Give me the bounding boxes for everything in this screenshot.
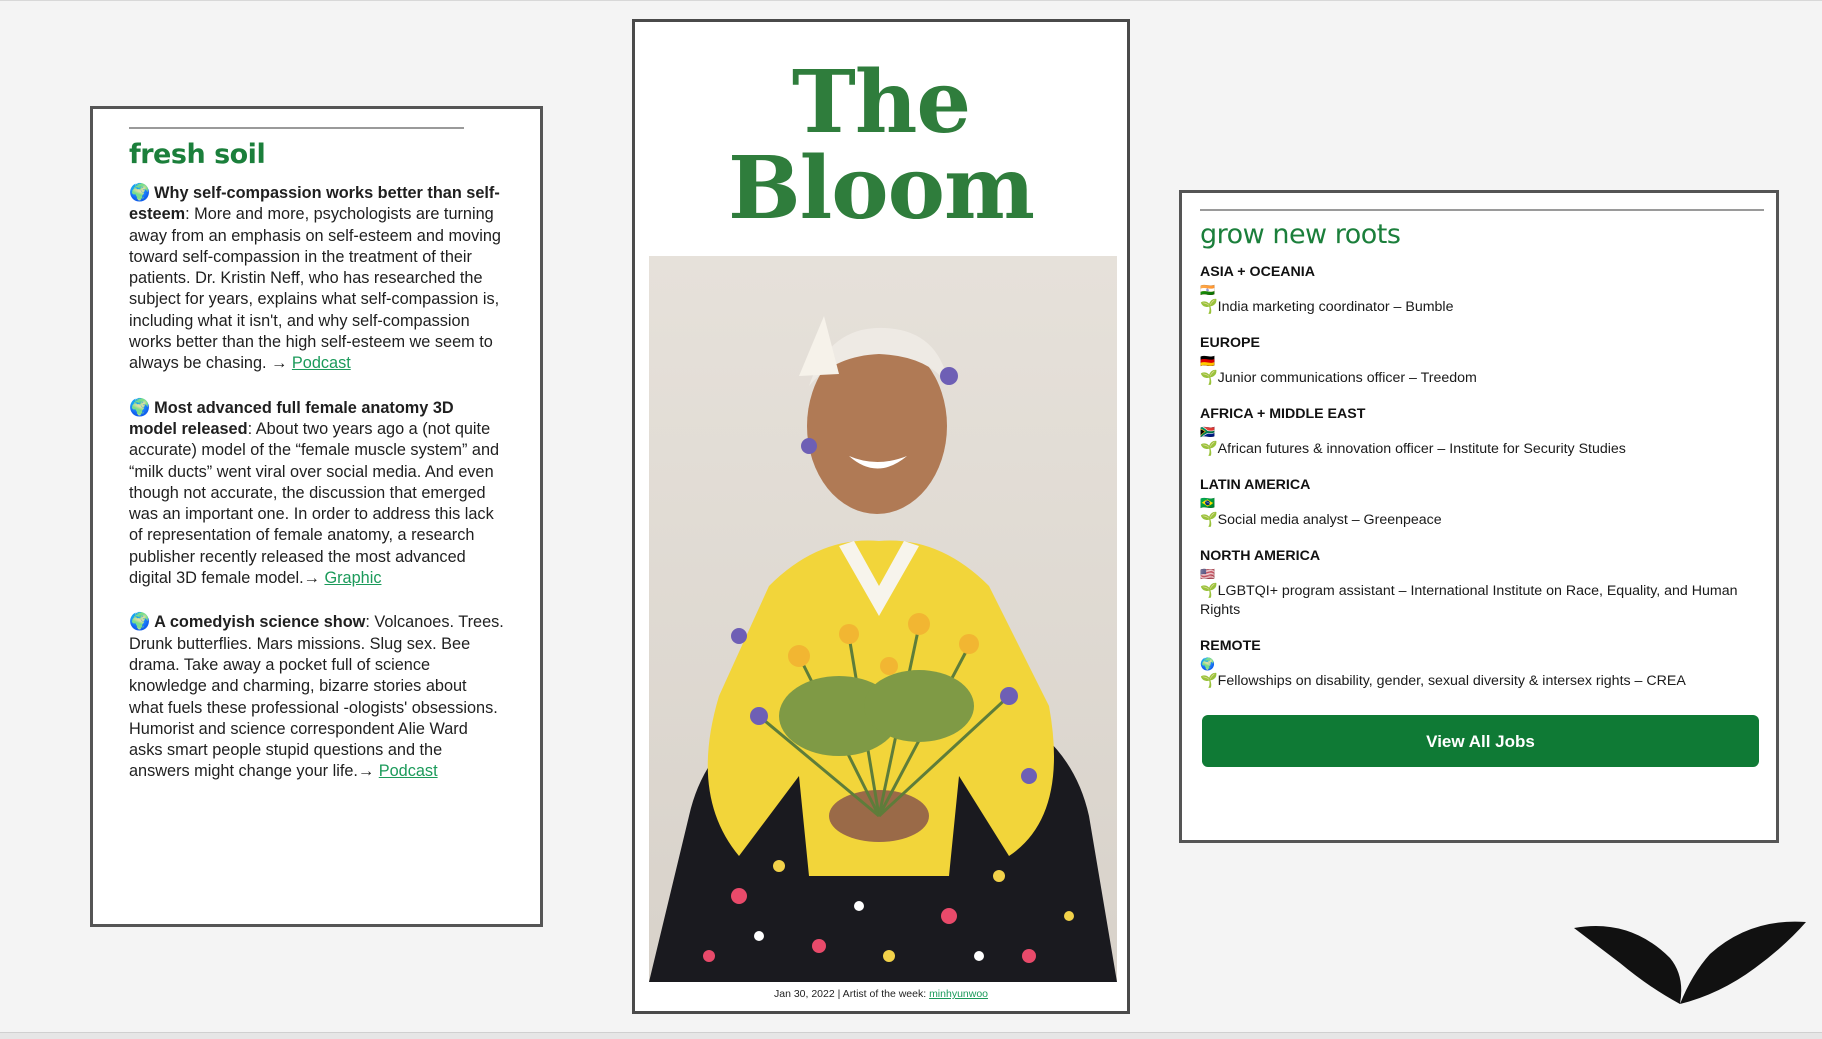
flag-icon: 🇧🇷 <box>1200 496 1215 510</box>
podcast-link[interactable]: Podcast <box>378 762 438 781</box>
photo-caption <box>635 988 1127 1000</box>
podcast-link[interactable]: Podcast <box>291 354 351 373</box>
article-science-show <box>129 611 504 782</box>
caption-text: Jan 30, 2022 | Artist of the week: <box>773 988 930 1000</box>
article-title: Most advanced full female anatomy 3D model released <box>129 398 454 438</box>
flag-icon: 🇺🇸 <box>1200 567 1215 581</box>
region-name: NORTH AMERICA <box>1200 548 1321 564</box>
region-name: EUROPE <box>1200 335 1260 351</box>
artist-link[interactable]: minhyunwoo <box>929 988 989 1000</box>
job-listing[interactable]: 🌱African futures & innovation officer – Institute for Security Studies <box>1200 441 1626 457</box>
region-name: REMOTE <box>1200 638 1261 654</box>
region-latin-america <box>1200 477 1762 530</box>
grow-new-roots-heading: grow new roots <box>1200 219 1401 250</box>
top-divider <box>0 0 1822 1</box>
region-remote <box>1200 638 1762 691</box>
region-name: ASIA + OCEANIA <box>1200 264 1315 280</box>
article-body: : Volcanoes. Trees. Drunk butterflies. Mars missions. Slug sex. Bee drama. Take away a pocket full of science knowledge and charming, bizarre stories about what fuels these professional -ologists' obsessions. Humorist and science correspondent Alie Ward asks smart people stupid questions and the answers might change your life.→ <box>129 613 504 781</box>
article-body: : More and more, psychologists are turning away from an emphasis on self-esteem and moving toward self-compassion in the treatment of their patients. Dr. Kristin Neff, who has researched the subject for years, explains what self-compassion is, including what it isn't, and why self-compassion works better than the high self-esteem we seem to always be chasing. → <box>129 205 501 373</box>
globe-icon: 🌍 <box>1200 657 1215 671</box>
article-body: : About two years ago a (not quite accurate) model of the “female muscle system” and “milk ducts” went viral over social media. And even though not accurate, the discussion that emerged was an important one. In order to address this lack of representation of female anatomy, a research publisher recently released the most advanced digital 3D female model.→ <box>129 419 500 588</box>
region-europe <box>1200 335 1762 388</box>
fresh-soil-heading: fresh soil <box>129 139 266 170</box>
job-listing[interactable]: 🌱Social media analyst – Greenpeace <box>1200 512 1442 528</box>
newsletter-preview-card <box>632 19 1130 1014</box>
article-title: Why self-compassion works better than self-esteem <box>129 184 500 224</box>
region-africa-middle-east <box>1200 406 1762 459</box>
job-listing[interactable]: 🌱Junior communications officer – Treedom <box>1200 370 1477 386</box>
grow-new-roots-card <box>1179 190 1779 843</box>
flag-icon: 🇮🇳 <box>1200 283 1215 297</box>
graphic-link[interactable]: Graphic <box>324 569 382 588</box>
fresh-soil-card <box>90 106 543 927</box>
section-rule <box>129 127 464 129</box>
region-name: LATIN AMERICA <box>1200 477 1311 493</box>
job-listing[interactable]: 🌱Fellowships on disability, gender, sexual diversity & intersex rights – CREA <box>1200 673 1686 689</box>
region-name: AFRICA + MIDDLE EAST <box>1200 406 1366 422</box>
article-title: A comedyish science show <box>154 613 366 632</box>
section-rule <box>1200 209 1764 211</box>
flag-icon: 🇿🇦 <box>1200 425 1215 439</box>
view-all-jobs-button[interactable]: View All Jobs <box>1202 715 1759 767</box>
region-asia-oceania <box>1200 264 1762 317</box>
article-anatomy-model <box>129 397 504 590</box>
article-self-compassion <box>129 182 504 375</box>
artist-photo <box>649 256 1117 982</box>
newsletter-title: The Bloom <box>727 52 1035 239</box>
flag-icon: 🇩🇪 <box>1200 354 1215 368</box>
job-listing[interactable]: 🌱LGBTQI+ program assistant – International Institute on Race, Equality, and Human Rights <box>1200 583 1738 618</box>
globe-icon: 🌍 <box>129 612 151 632</box>
region-north-america <box>1200 548 1762 620</box>
job-listing[interactable]: 🌱India marketing coordinator – Bumble <box>1200 299 1454 315</box>
bird-logo-icon <box>1570 918 1810 1008</box>
globe-icon: 🌍 <box>129 183 151 202</box>
globe-icon: 🌍 <box>129 397 151 417</box>
